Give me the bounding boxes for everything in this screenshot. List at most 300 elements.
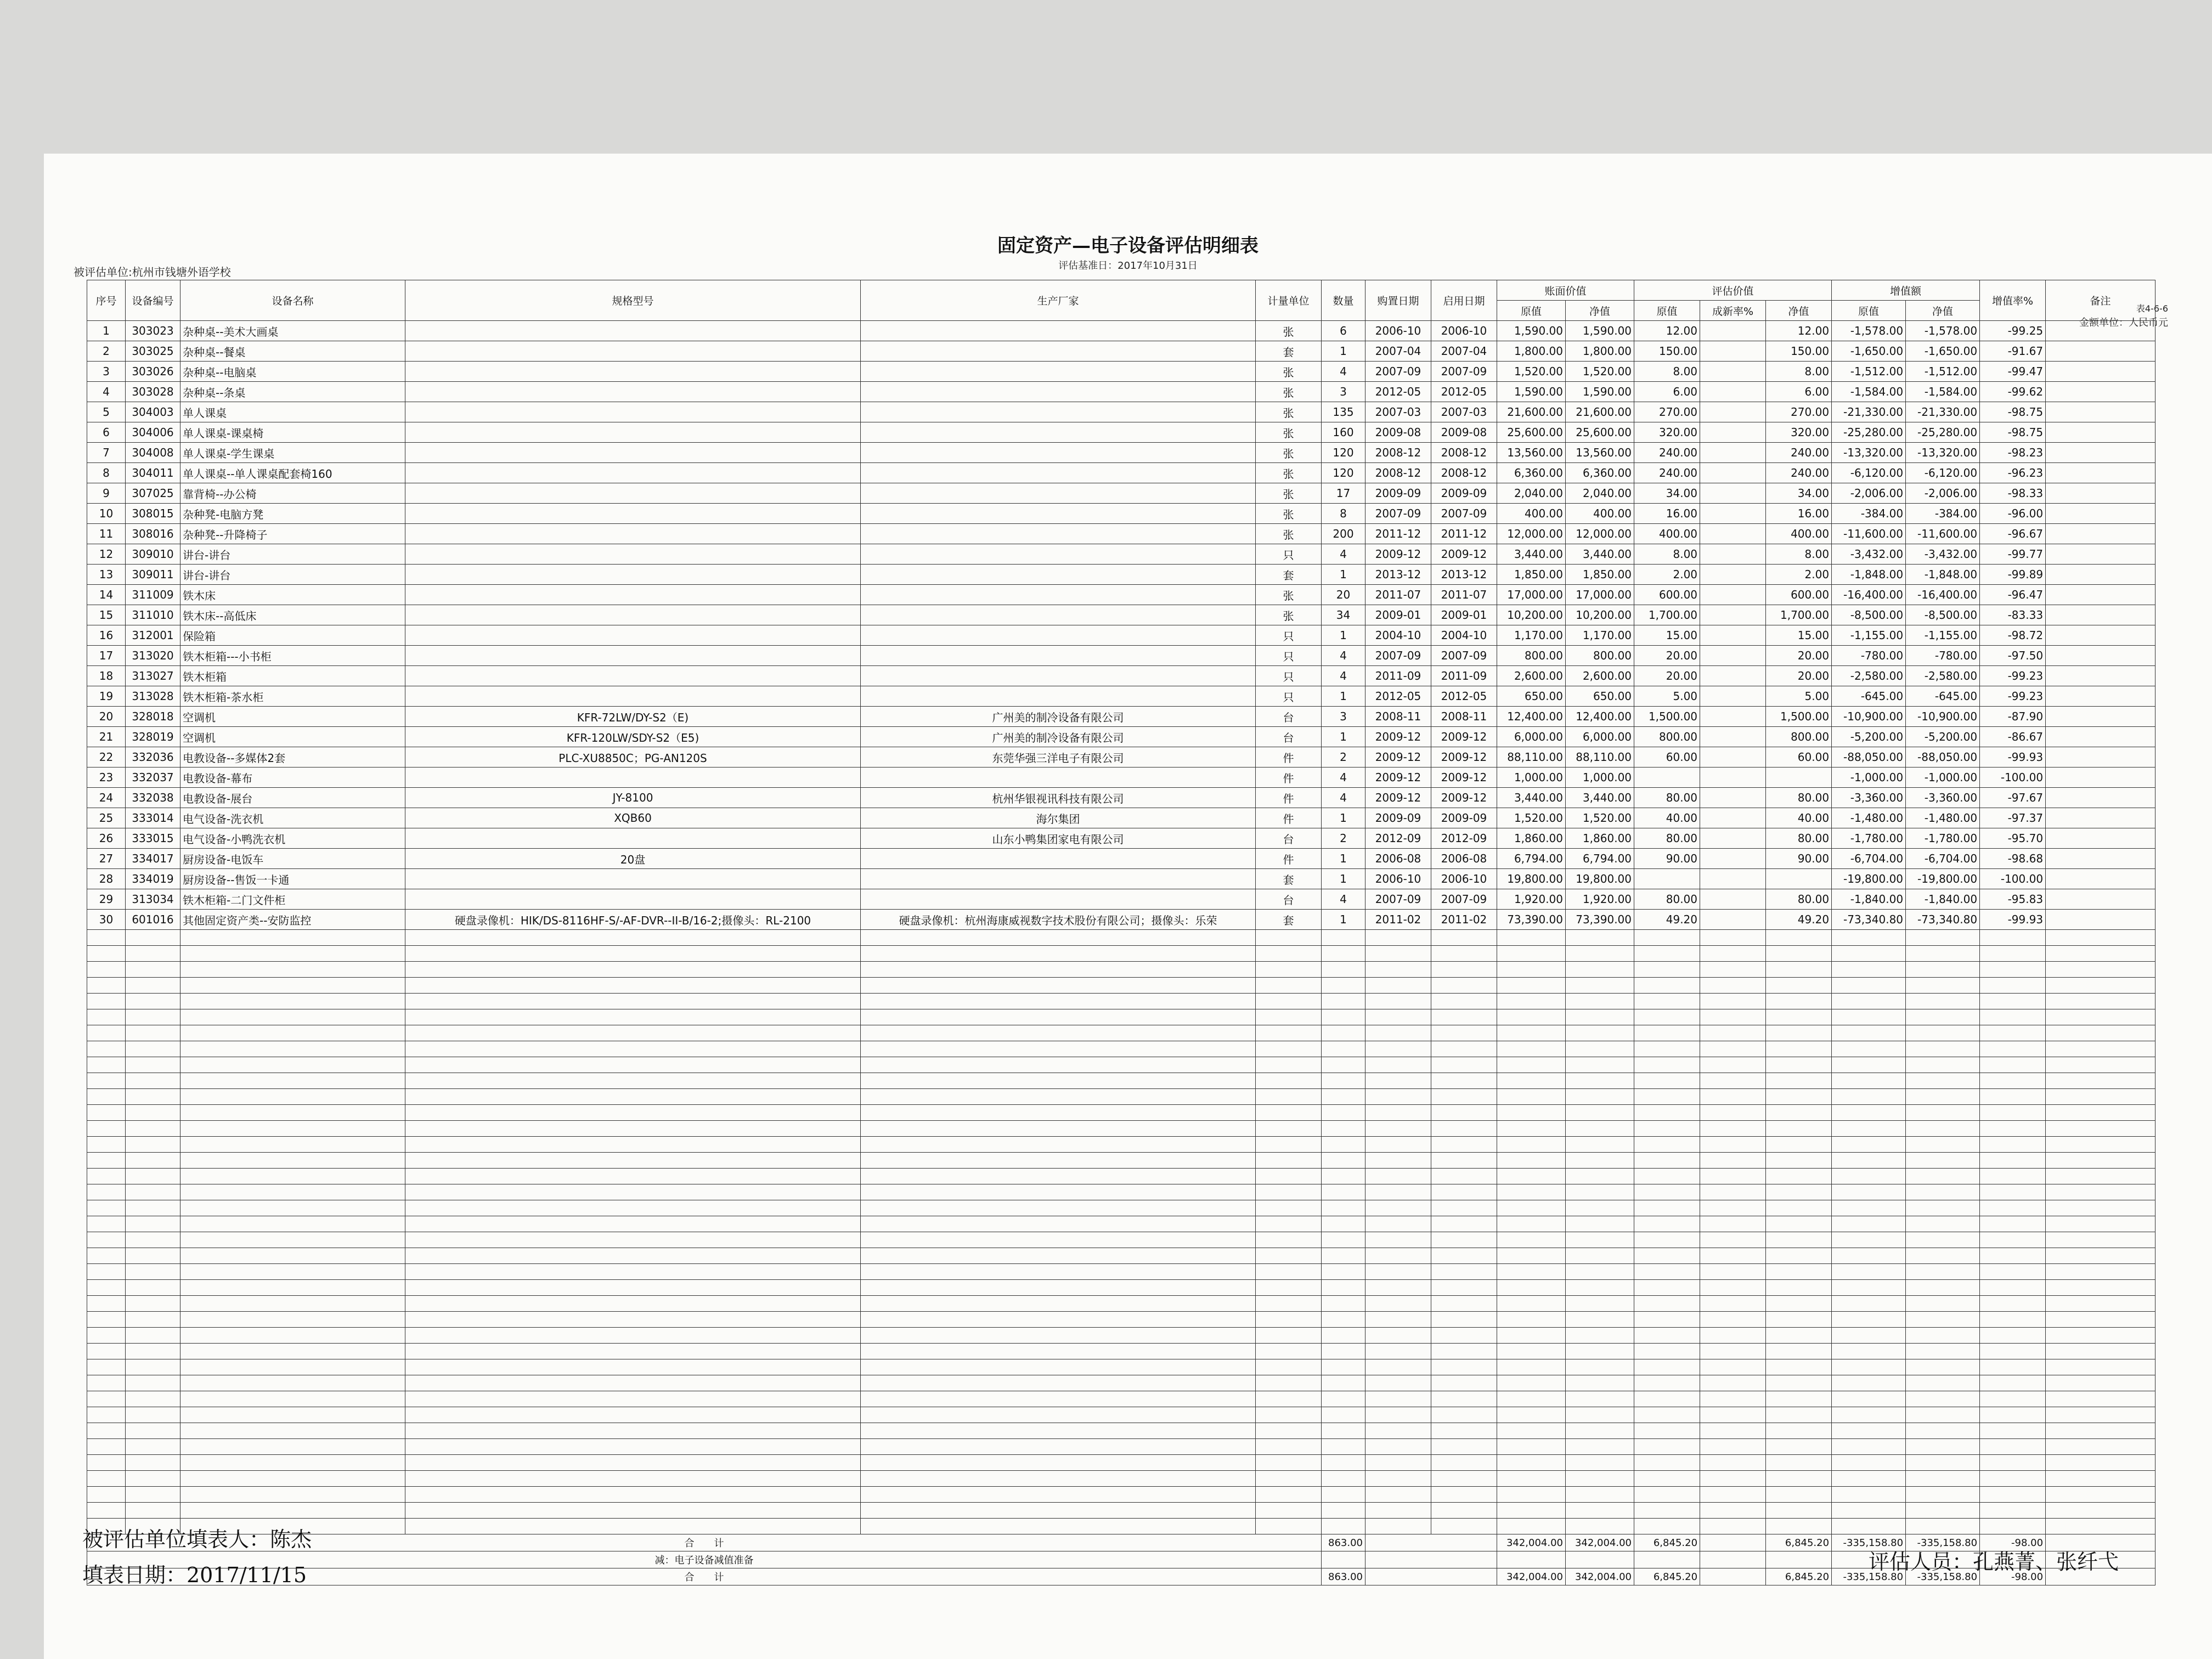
empty-cell: [1365, 1487, 1431, 1503]
empty-row: [87, 946, 2155, 962]
empty-cell: [87, 978, 126, 994]
table-cell: -98.75: [1980, 402, 2046, 422]
total-empty-cell: [1700, 1568, 1766, 1585]
table-cell: 4: [1322, 768, 1365, 788]
empty-cell: [1700, 1184, 1766, 1200]
empty-row: [87, 1184, 2155, 1200]
empty-cell: [1322, 946, 1365, 962]
empty-row: [87, 1121, 2155, 1137]
table-cell: [861, 321, 1256, 341]
table-cell: 30: [87, 910, 126, 930]
table-cell: 2009-12: [1431, 788, 1497, 808]
table-cell: 12,000.00: [1566, 524, 1634, 544]
table-cell: [2046, 707, 2155, 727]
table-cell: 2,040.00: [1497, 483, 1566, 504]
empty-cell: [1322, 1216, 1365, 1232]
table-cell: 332036: [126, 747, 180, 768]
empty-cell: [1634, 1232, 1700, 1248]
empty-cell: [126, 1375, 180, 1391]
empty-cell: [1431, 1280, 1497, 1296]
empty-cell: [2046, 1073, 2155, 1089]
empty-cell: [1832, 1487, 1906, 1503]
table-cell: 400.00: [1766, 524, 1832, 544]
empty-cell: [1256, 962, 1322, 978]
empty-cell: [1980, 1169, 2046, 1184]
empty-cell: [861, 1073, 1256, 1089]
empty-cell: [405, 1296, 861, 1312]
empty-cell: [1634, 1073, 1700, 1089]
table-cell: [1700, 321, 1766, 341]
table-cell: 1,700.00: [1634, 605, 1700, 625]
empty-cell: [1832, 1375, 1906, 1391]
table-cell: [405, 341, 861, 362]
table-cell: 4: [1322, 666, 1365, 686]
table-cell: -98.23: [1980, 443, 2046, 463]
empty-cell: [126, 1153, 180, 1169]
empty-cell: [126, 1407, 180, 1423]
empty-cell: [126, 1184, 180, 1200]
empty-cell: [126, 994, 180, 1009]
table-cell: 2007-04: [1365, 341, 1431, 362]
table-cell: 334017: [126, 849, 180, 869]
empty-cell: [1634, 1216, 1700, 1232]
col-note: 备注: [2046, 280, 2155, 321]
empty-cell: [1634, 1296, 1700, 1312]
empty-cell: [2046, 1184, 2155, 1200]
empty-cell: [1497, 1105, 1566, 1121]
empty-cell: [1766, 946, 1832, 962]
table-cell: [1766, 768, 1832, 788]
table-cell: 2004-10: [1431, 625, 1497, 646]
empty-cell: [180, 1423, 405, 1439]
table-cell: 单人课桌: [180, 402, 405, 422]
empty-cell: [1431, 1184, 1497, 1200]
table-cell: 27: [87, 849, 126, 869]
table-cell: 8.00: [1766, 544, 1832, 565]
empty-cell: [1566, 962, 1634, 978]
empty-cell: [180, 978, 405, 994]
table-cell: 20.00: [1634, 646, 1700, 666]
empty-row: [87, 978, 2155, 994]
col-use-date: 启用日期: [1431, 280, 1497, 321]
empty-cell: [1566, 1328, 1634, 1344]
table-cell: 22: [87, 747, 126, 768]
table-cell: -1,780.00: [1906, 828, 1980, 849]
table-cell: [2046, 747, 2155, 768]
table-row: [87, 362, 2155, 382]
table-cell: 讲台-讲台: [180, 544, 405, 565]
table-cell: -25,280.00: [1906, 422, 1980, 443]
empty-cell: [1980, 1089, 2046, 1105]
table-cell: [2046, 321, 2155, 341]
empty-cell: [1497, 1009, 1566, 1025]
empty-cell: [1832, 962, 1906, 978]
empty-cell: [1980, 1407, 2046, 1423]
empty-cell: [87, 1328, 126, 1344]
empty-cell: [1700, 1264, 1766, 1280]
empty-cell: [87, 1232, 126, 1248]
empty-cell: [1322, 1487, 1365, 1503]
empty-cell: [1365, 1280, 1431, 1296]
table-cell: -780.00: [1906, 646, 1980, 666]
col-buy-date: 购置日期: [1365, 280, 1431, 321]
empty-cell: [2046, 1455, 2155, 1471]
table-cell: 2013-12: [1365, 565, 1431, 585]
table-cell: 件: [1256, 808, 1322, 828]
table-cell: 320.00: [1766, 422, 1832, 443]
empty-cell: [1634, 946, 1700, 962]
table-cell: [405, 869, 861, 889]
empty-cell: [1766, 930, 1832, 946]
empty-cell: [861, 1312, 1256, 1328]
table-cell: 东莞华强三洋电子有限公司: [861, 747, 1256, 768]
table-cell: -780.00: [1832, 646, 1906, 666]
table-cell: 120: [1322, 463, 1365, 483]
table-row: [87, 646, 2155, 666]
table-cell: 5.00: [1766, 686, 1832, 707]
empty-cell: [87, 1200, 126, 1216]
empty-cell: [1566, 1232, 1634, 1248]
empty-cell: [1700, 1137, 1766, 1153]
empty-cell: [1365, 1169, 1431, 1184]
empty-cell: [1431, 1471, 1497, 1487]
table-cell: 4: [87, 382, 126, 402]
empty-cell: [87, 1041, 126, 1057]
table-cell: 308015: [126, 504, 180, 524]
table-cell: [861, 402, 1256, 422]
table-row: [87, 727, 2155, 747]
table-cell: [861, 422, 1256, 443]
table-cell: 333014: [126, 808, 180, 828]
table-cell: 张: [1256, 402, 1322, 422]
empty-cell: [1906, 1407, 1980, 1423]
empty-cell: [1634, 1280, 1700, 1296]
total-eval-orig: 6,845.20: [1634, 1568, 1700, 1585]
empty-row: [87, 1423, 2155, 1439]
empty-cell: [1322, 1407, 1365, 1423]
empty-cell: [180, 1264, 405, 1280]
table-cell: [405, 544, 861, 565]
empty-cell: [405, 1153, 861, 1169]
empty-cell: [126, 1503, 180, 1519]
empty-cell: [2046, 1487, 2155, 1503]
empty-cell: [1322, 1391, 1365, 1407]
empty-cell: [1566, 1121, 1634, 1137]
total-label: 合 计: [87, 1534, 1322, 1551]
empty-cell: [1832, 1503, 1906, 1519]
table-cell: [1700, 910, 1766, 930]
table-cell: 杂种桌--餐桌: [180, 341, 405, 362]
table-cell: [1700, 585, 1766, 605]
table-cell: 杂种凳--升降椅子: [180, 524, 405, 544]
table-cell: 只: [1256, 686, 1322, 707]
empty-cell: [1980, 1296, 2046, 1312]
empty-cell: [1322, 1025, 1365, 1041]
table-cell: 张: [1256, 585, 1322, 605]
table-cell: -384.00: [1906, 504, 1980, 524]
table-cell: -2,580.00: [1832, 666, 1906, 686]
empty-cell: [1906, 1200, 1980, 1216]
empty-cell: [1256, 1264, 1322, 1280]
empty-cell: [126, 1121, 180, 1137]
empty-cell: [1980, 1057, 2046, 1073]
empty-cell: [1566, 1503, 1634, 1519]
empty-row: [87, 962, 2155, 978]
empty-cell: [1256, 1153, 1322, 1169]
table-cell: 2011-07: [1365, 585, 1431, 605]
empty-cell: [1365, 1184, 1431, 1200]
table-cell: 2007-09: [1431, 889, 1497, 910]
table-cell: -83.33: [1980, 605, 2046, 625]
empty-cell: [126, 1423, 180, 1439]
table-row: [87, 686, 2155, 707]
empty-cell: [1256, 1439, 1322, 1455]
empty-cell: [1365, 1312, 1431, 1328]
empty-cell: [1832, 1328, 1906, 1344]
total-book-net: [1566, 1551, 1634, 1568]
empty-row: [87, 1375, 2155, 1391]
table-cell: 150.00: [1766, 341, 1832, 362]
empty-cell: [1980, 1375, 2046, 1391]
table-cell: [861, 483, 1256, 504]
empty-cell: [180, 1296, 405, 1312]
table-cell: 铁木床: [180, 585, 405, 605]
empty-cell: [1322, 930, 1365, 946]
empty-cell: [1566, 1487, 1634, 1503]
table-cell: [1700, 686, 1766, 707]
empty-cell: [1766, 1519, 1832, 1534]
table-cell: -99.77: [1980, 544, 2046, 565]
table-cell: [2046, 362, 2155, 382]
table-cell: 49.20: [1766, 910, 1832, 930]
table-cell: 2009-01: [1431, 605, 1497, 625]
empty-cell: [861, 1057, 1256, 1073]
table-cell: 80.00: [1634, 828, 1700, 849]
empty-cell: [126, 1391, 180, 1407]
empty-cell: [1256, 994, 1322, 1009]
empty-cell: [180, 994, 405, 1009]
empty-row: [87, 1264, 2155, 1280]
fill-date: 填表日期：2017/11/15: [82, 1563, 307, 1587]
empty-cell: [2046, 1375, 2155, 1391]
empty-cell: [87, 1169, 126, 1184]
table-cell: -16,400.00: [1832, 585, 1906, 605]
table-cell: 件: [1256, 788, 1322, 808]
empty-cell: [405, 1121, 861, 1137]
col-book-orig: 原值: [1497, 301, 1566, 321]
empty-cell: [180, 1439, 405, 1455]
empty-cell: [861, 1423, 1256, 1439]
empty-cell: [1365, 1105, 1431, 1121]
table-cell: 304003: [126, 402, 180, 422]
table-cell: 1: [1322, 727, 1365, 747]
empty-cell: [405, 1248, 861, 1264]
table-cell: 厨房设备-电饭车: [180, 849, 405, 869]
empty-cell: [1634, 1439, 1700, 1455]
table-cell: 303026: [126, 362, 180, 382]
empty-cell: [1497, 1439, 1566, 1455]
empty-cell: [1431, 1312, 1497, 1328]
empty-cell: [405, 1232, 861, 1248]
table-cell: [2046, 788, 2155, 808]
empty-cell: [1766, 1407, 1832, 1423]
table-cell: 24: [87, 788, 126, 808]
empty-cell: [1766, 1439, 1832, 1455]
empty-cell: [1431, 1073, 1497, 1089]
table-cell: 1: [1322, 910, 1365, 930]
table-cell: 1,520.00: [1497, 362, 1566, 382]
table-cell: 320.00: [1634, 422, 1700, 443]
table-cell: 2007-09: [1431, 646, 1497, 666]
empty-cell: [87, 1471, 126, 1487]
table-cell: 张: [1256, 483, 1322, 504]
table-cell: [2046, 463, 2155, 483]
table-cell: -1,584.00: [1832, 382, 1906, 402]
table-cell: 2008-12: [1431, 463, 1497, 483]
empty-cell: [1322, 1169, 1365, 1184]
table-cell: [405, 524, 861, 544]
empty-cell: [1431, 1232, 1497, 1248]
table-cell: 1: [1322, 341, 1365, 362]
empty-cell: [1700, 1455, 1766, 1471]
table-cell: 2007-09: [1365, 646, 1431, 666]
empty-cell: [1256, 1359, 1322, 1375]
table-cell: 11: [87, 524, 126, 544]
table-cell: 34: [1322, 605, 1365, 625]
empty-cell: [180, 1009, 405, 1025]
empty-cell: [1322, 1057, 1365, 1073]
table-cell: -1,848.00: [1832, 565, 1906, 585]
empty-cell: [126, 1471, 180, 1487]
table-cell: 单人课桌-学生课桌: [180, 443, 405, 463]
empty-cell: [1365, 1025, 1431, 1041]
table-cell: -1,480.00: [1906, 808, 1980, 828]
empty-cell: [1766, 1503, 1832, 1519]
table-cell: [405, 646, 861, 666]
empty-cell: [1906, 1280, 1980, 1296]
empty-cell: [1634, 994, 1700, 1009]
table-cell: 2006-10: [1365, 321, 1431, 341]
empty-cell: [1906, 962, 1980, 978]
table-cell: -10,900.00: [1906, 707, 1980, 727]
table-cell: -19,800.00: [1832, 869, 1906, 889]
table-cell: 160: [1322, 422, 1365, 443]
empty-cell: [1832, 1089, 1906, 1105]
table-cell: 杂种凳-电脑方凳: [180, 504, 405, 524]
empty-cell: [1766, 1057, 1832, 1073]
empty-cell: [1256, 1296, 1322, 1312]
table-cell: -100.00: [1980, 869, 2046, 889]
empty-cell: [1980, 1391, 2046, 1407]
total-book-net: 342,004.00: [1566, 1534, 1634, 1551]
table-cell: 21,600.00: [1566, 402, 1634, 422]
table-cell: 单人课桌-课桌椅: [180, 422, 405, 443]
table-cell: -1,480.00: [1832, 808, 1906, 828]
table-cell: 6.00: [1766, 382, 1832, 402]
empty-cell: [2046, 1471, 2155, 1487]
empty-cell: [1256, 1280, 1322, 1296]
table-cell: 313028: [126, 686, 180, 707]
table-cell: [861, 504, 1256, 524]
empty-cell: [87, 1359, 126, 1375]
empty-row: [87, 1391, 2155, 1407]
table-cell: 304006: [126, 422, 180, 443]
table-cell: [1766, 869, 1832, 889]
empty-cell: [1566, 1359, 1634, 1375]
empty-cell: [1906, 1391, 1980, 1407]
table-cell: 2,600.00: [1566, 666, 1634, 686]
table-cell: -1,840.00: [1832, 889, 1906, 910]
table-cell: 1,520.00: [1566, 808, 1634, 828]
page-title: 固定资产—电子设备评估明细表: [997, 235, 1259, 257]
empty-cell: [1634, 1264, 1700, 1280]
empty-cell: [1566, 1025, 1634, 1041]
empty-cell: [1700, 946, 1766, 962]
table-cell: 张: [1256, 382, 1322, 402]
table-cell: 2009-08: [1365, 422, 1431, 443]
table-cell: -99.62: [1980, 382, 2046, 402]
empty-cell: [1980, 1439, 2046, 1455]
empty-cell: [180, 962, 405, 978]
empty-cell: [1906, 1121, 1980, 1137]
table-cell: 8.00: [1766, 362, 1832, 382]
empty-cell: [1497, 1423, 1566, 1439]
table-cell: 19,800.00: [1497, 869, 1566, 889]
table-cell: 6,000.00: [1566, 727, 1634, 747]
empty-cell: [861, 1280, 1256, 1296]
total-label: 减：电子设备减值准备: [87, 1551, 1322, 1568]
empty-cell: [1566, 1423, 1634, 1439]
table-cell: [405, 422, 861, 443]
empty-cell: [1906, 1328, 1980, 1344]
empty-cell: [1497, 1025, 1566, 1041]
empty-cell: [1634, 1519, 1700, 1534]
empty-cell: [1566, 1216, 1634, 1232]
empty-cell: [1980, 1280, 2046, 1296]
empty-cell: [180, 930, 405, 946]
table-cell: 800.00: [1566, 646, 1634, 666]
empty-cell: [861, 1375, 1256, 1391]
empty-cell: [1431, 994, 1497, 1009]
empty-cell: [1497, 1184, 1566, 1200]
empty-cell: [87, 1487, 126, 1503]
empty-cell: [1832, 1073, 1906, 1089]
empty-cell: [1566, 1073, 1634, 1089]
table-cell: -99.23: [1980, 686, 2046, 707]
table-cell: 3: [87, 362, 126, 382]
table-cell: [2046, 504, 2155, 524]
empty-cell: [1566, 1169, 1634, 1184]
total-book-orig: 342,004.00: [1497, 1568, 1566, 1585]
empty-cell: [1497, 946, 1566, 962]
table-cell: 6,794.00: [1566, 849, 1634, 869]
table-cell: -88,050.00: [1832, 747, 1906, 768]
empty-cell: [1497, 1248, 1566, 1264]
empty-cell: [1766, 1105, 1832, 1121]
table-cell: 309011: [126, 565, 180, 585]
table-cell: -1,512.00: [1906, 362, 1980, 382]
table-cell: [861, 686, 1256, 707]
empty-cell: [1832, 1423, 1906, 1439]
empty-row: [87, 1439, 2155, 1455]
table-cell: 8.00: [1634, 362, 1700, 382]
table-cell: -99.23: [1980, 666, 2046, 686]
table-cell: 400.00: [1497, 504, 1566, 524]
empty-cell: [1700, 1248, 1766, 1264]
empty-cell: [1365, 1439, 1431, 1455]
empty-cell: [1634, 1248, 1700, 1264]
table-cell: 1,500.00: [1634, 707, 1700, 727]
